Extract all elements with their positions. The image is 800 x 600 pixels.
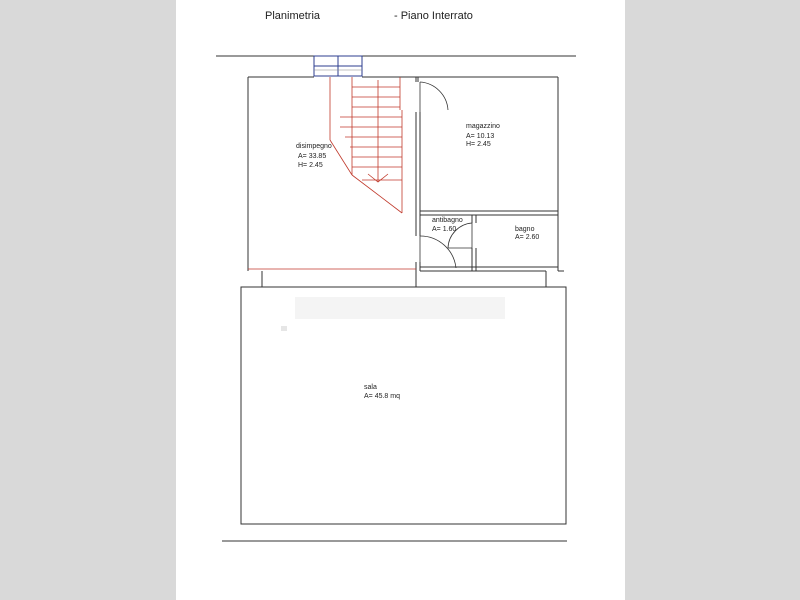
sala-walls (241, 287, 566, 524)
small-mark (281, 326, 287, 331)
svg-text:A= 45.8 mq: A= 45.8 mq (364, 393, 400, 400)
svg-text:A= 33.85: A= 33.85 (298, 153, 327, 160)
staircase (330, 77, 402, 213)
label-bagno (515, 226, 539, 241)
svg-text:A= 2.60: A= 2.60 (515, 234, 540, 241)
svg-text:A= 10.13: A= 10.13 (466, 133, 495, 140)
svg-text:bagno: bagno (515, 226, 535, 233)
svg-text:H= 2.45: H= 2.45 (466, 141, 491, 148)
label-antibagno (432, 217, 463, 233)
door-antibagno (420, 236, 456, 268)
plan-subtitle: - Piano Interrato (394, 10, 473, 22)
svg-text:disimpegno: disimpegno (296, 143, 332, 150)
top-window (314, 56, 362, 76)
svg-text:sala: sala (364, 384, 377, 391)
plan-title: Planimetria (265, 10, 321, 22)
svg-text:magazzino: magazzino (466, 123, 500, 130)
watermark-mark (295, 297, 505, 319)
svg-text:antibagno: antibagno (432, 217, 463, 224)
label-magazzino (466, 123, 500, 148)
label-sala (364, 384, 400, 400)
door-magazzino (420, 82, 448, 112)
svg-text:A= 1.60: A= 1.60 (432, 226, 457, 233)
svg-text:H= 2.45: H= 2.45 (298, 162, 323, 169)
upper-block-walls (248, 77, 564, 287)
label-disimpegno (296, 143, 332, 169)
